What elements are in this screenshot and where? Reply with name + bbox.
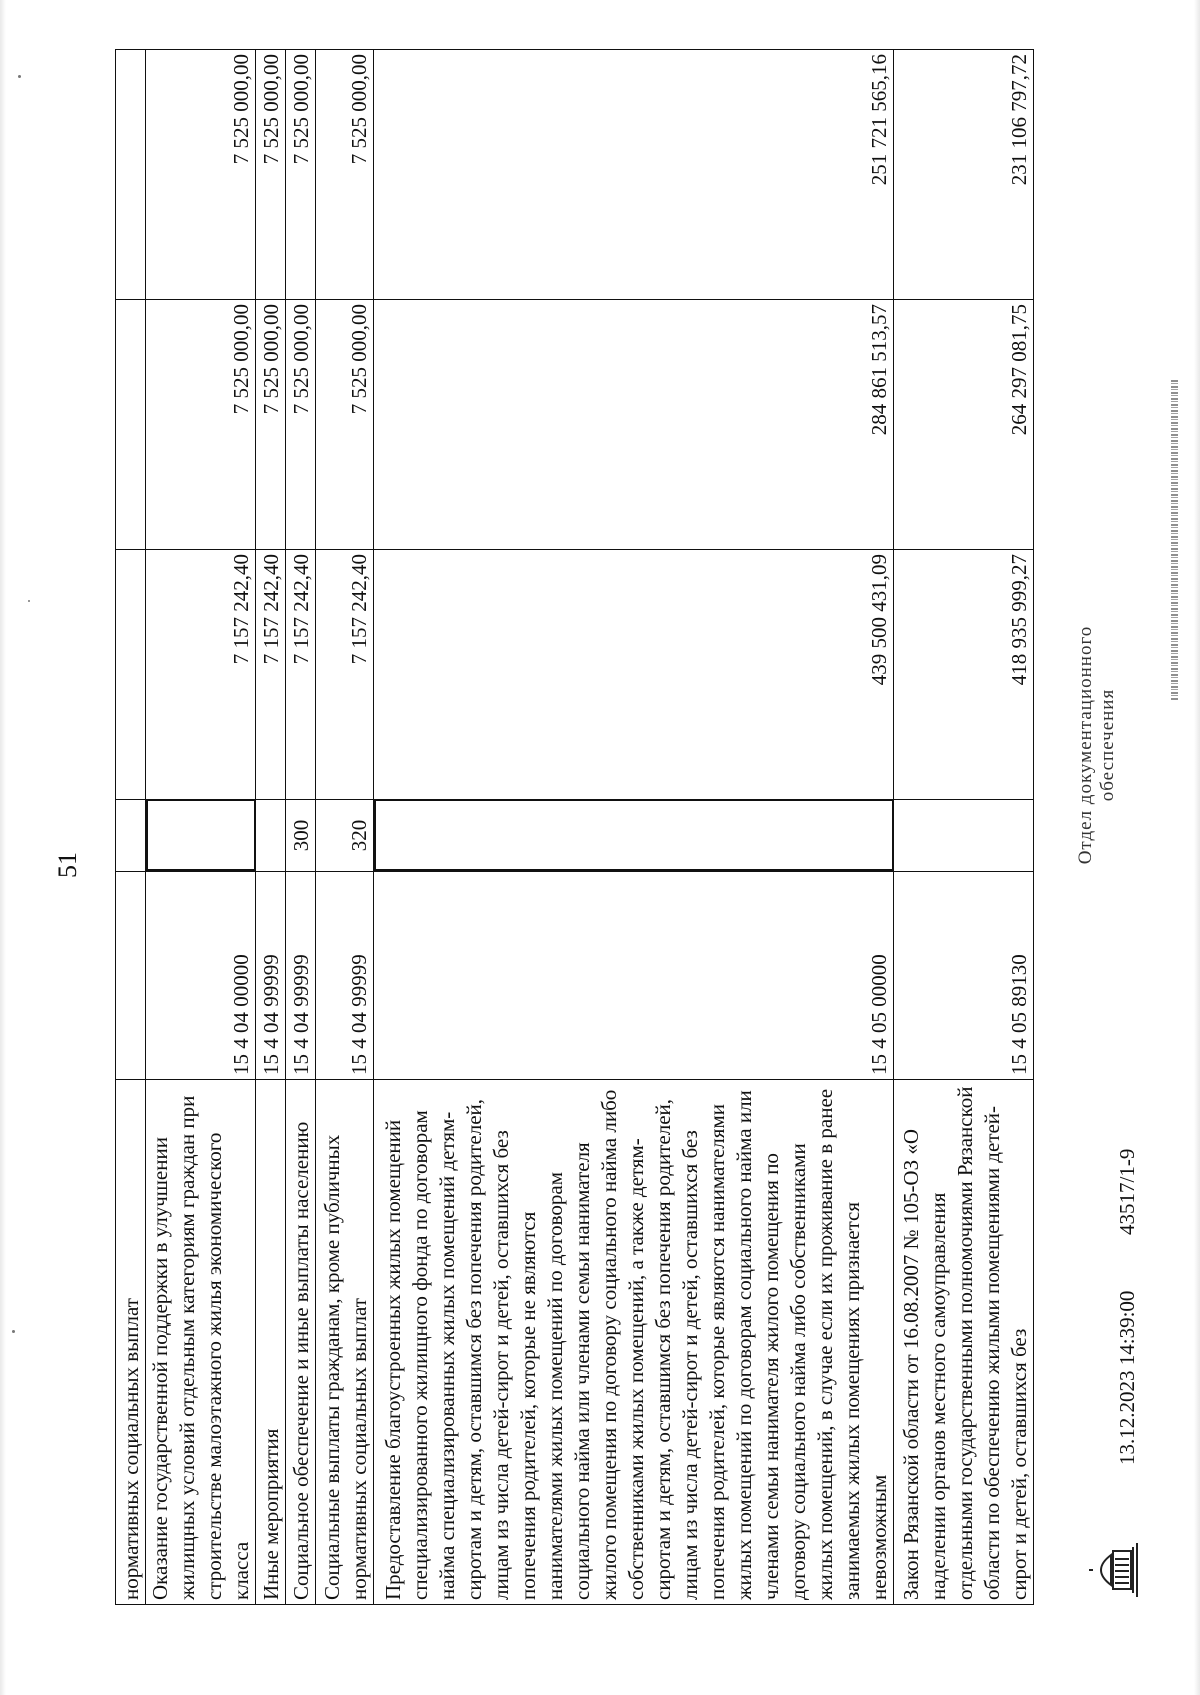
row-target-code: 15 4 04 99999 <box>256 872 286 1080</box>
page-number: 51 <box>53 852 82 878</box>
row-expense-type: 320 <box>316 800 374 872</box>
table-row <box>316 50 374 1605</box>
row-amount-2024: 284 861 513,57 <box>374 300 894 550</box>
row-amount-2023: 418 935 999,27 <box>894 550 1034 800</box>
row-target-code: 15 4 05 89130 <box>894 872 1034 1080</box>
row-amount-2024: 7 525 000,00 <box>256 300 286 550</box>
row-amount-2023: 439 500 431,09 <box>374 550 894 800</box>
row-amount-2024: 7 525 000,00 <box>316 300 374 550</box>
scan-speck <box>28 600 30 602</box>
row-target-code: 15 4 04 99999 <box>286 872 316 1080</box>
barcode-strip <box>1171 380 1178 700</box>
row-amount-2023: 7 157 242,40 <box>256 550 286 800</box>
row-amount-2023 <box>116 550 146 800</box>
row-expense-type: 300 <box>286 800 316 872</box>
table-row <box>894 50 1034 1605</box>
stamp-document-number: 43517/1-9 <box>1115 1148 1139 1235</box>
row-amount-2025: 231 106 797,72 <box>894 50 1034 300</box>
row-amount-2024: 7 525 000,00 <box>286 300 316 550</box>
scan-speck <box>12 1330 15 1333</box>
row-amount-2025: 7 525 000,00 <box>256 50 286 300</box>
row-description: нормативных социальных выплат <box>116 1080 146 1605</box>
row-amount-2025: 251 721 565,16 <box>374 50 894 300</box>
table-row <box>286 50 316 1605</box>
row-description: Оказание государственной поддержки в улучшении жилищных условий отдельным категориям граждан при строительстве малоэтажного жилья экономического класса <box>146 1080 256 1605</box>
duma-building-icon <box>1085 1535 1145 1605</box>
row-amount-2025: 7 525 000,00 <box>316 50 374 300</box>
row-target-code <box>116 872 146 1080</box>
table-row <box>256 50 286 1605</box>
row-expense-type <box>116 800 146 872</box>
table-row <box>374 50 894 1605</box>
row-expense-type <box>256 800 286 872</box>
table-row <box>146 50 256 1605</box>
row-description: Социальное обеспечение и иные выплаты населению <box>286 1080 316 1605</box>
row-description: Закон Рязанской области от 16.08.2007 № 105-ОЗ «О наделении органов местного самоуправления отдельными государственными полномочиями Рязанской области по обеспечению жилыми помещениями детей-сирот и детей, оставшихся без <box>894 1080 1034 1605</box>
row-target-code: 15 4 04 99999 <box>316 872 374 1080</box>
row-expense-type <box>894 800 1034 872</box>
row-amount-2024: 7 525 000,00 <box>146 300 256 550</box>
row-expense-type <box>374 800 894 872</box>
document-footer <box>1075 115 1165 1615</box>
row-amount-2024 <box>116 300 146 550</box>
rotated-page <box>35 55 1165 1655</box>
department-stamp: Отдел документационного обеспечения <box>1075 625 1118 865</box>
row-amount-2025: 7 525 000,00 <box>146 50 256 300</box>
row-target-code: 15 4 05 00000 <box>374 872 894 1080</box>
row-target-code: 15 4 04 00000 <box>146 872 256 1080</box>
row-amount-2025 <box>116 50 146 300</box>
row-amount-2023: 7 157 242,40 <box>146 550 256 800</box>
row-amount-2023: 7 157 242,40 <box>316 550 374 800</box>
row-description: Социальные выплаты гражданам, кроме публичных нормативных социальных выплат <box>316 1080 374 1605</box>
scan-speck <box>18 75 21 78</box>
scan-edge-left <box>0 0 6 1695</box>
scan-edge-right <box>1194 0 1200 1695</box>
row-amount-2024: 264 297 081,75 <box>894 300 1034 550</box>
row-amount-2023: 7 157 242,40 <box>286 550 316 800</box>
stamp-timestamp: 13.12.2023 14:39:00 <box>1115 1290 1139 1465</box>
table-row <box>116 50 146 1605</box>
row-amount-2025: 7 525 000,00 <box>286 50 316 300</box>
row-description: Иные мероприятия <box>256 1080 286 1605</box>
row-expense-type <box>146 800 256 872</box>
budget-table <box>115 49 1034 1605</box>
row-description: Предоставление благоустроенных жилых помещений специализированного жилищного фонда по договорам найма специализированных жилых помещений детям-сиротам и детям, оставшимся без попечения родителей, лицам из числа детей-сирот и детей, оставшихся без попечения родителей, которые не являются нанимателями жилых помещений по договорам социального найма или членами семьи нанимателя жилого помещения по договору социального найма либо собственниками жилых помещений, а также детям-сиротам и детям, оставшимся без попечения родителей, лицам из числа детей-сирот и детей, оставшихся без попечения родителей, которые являются нанимателями жилых помещений по договорам социального найма или членами семьи нанимателя жилого помещения по договору социального найма либо собственниками жилых помещений, в случае если их проживание в ранее занимаемых жилых помещениях признается невозможным <box>374 1080 894 1605</box>
